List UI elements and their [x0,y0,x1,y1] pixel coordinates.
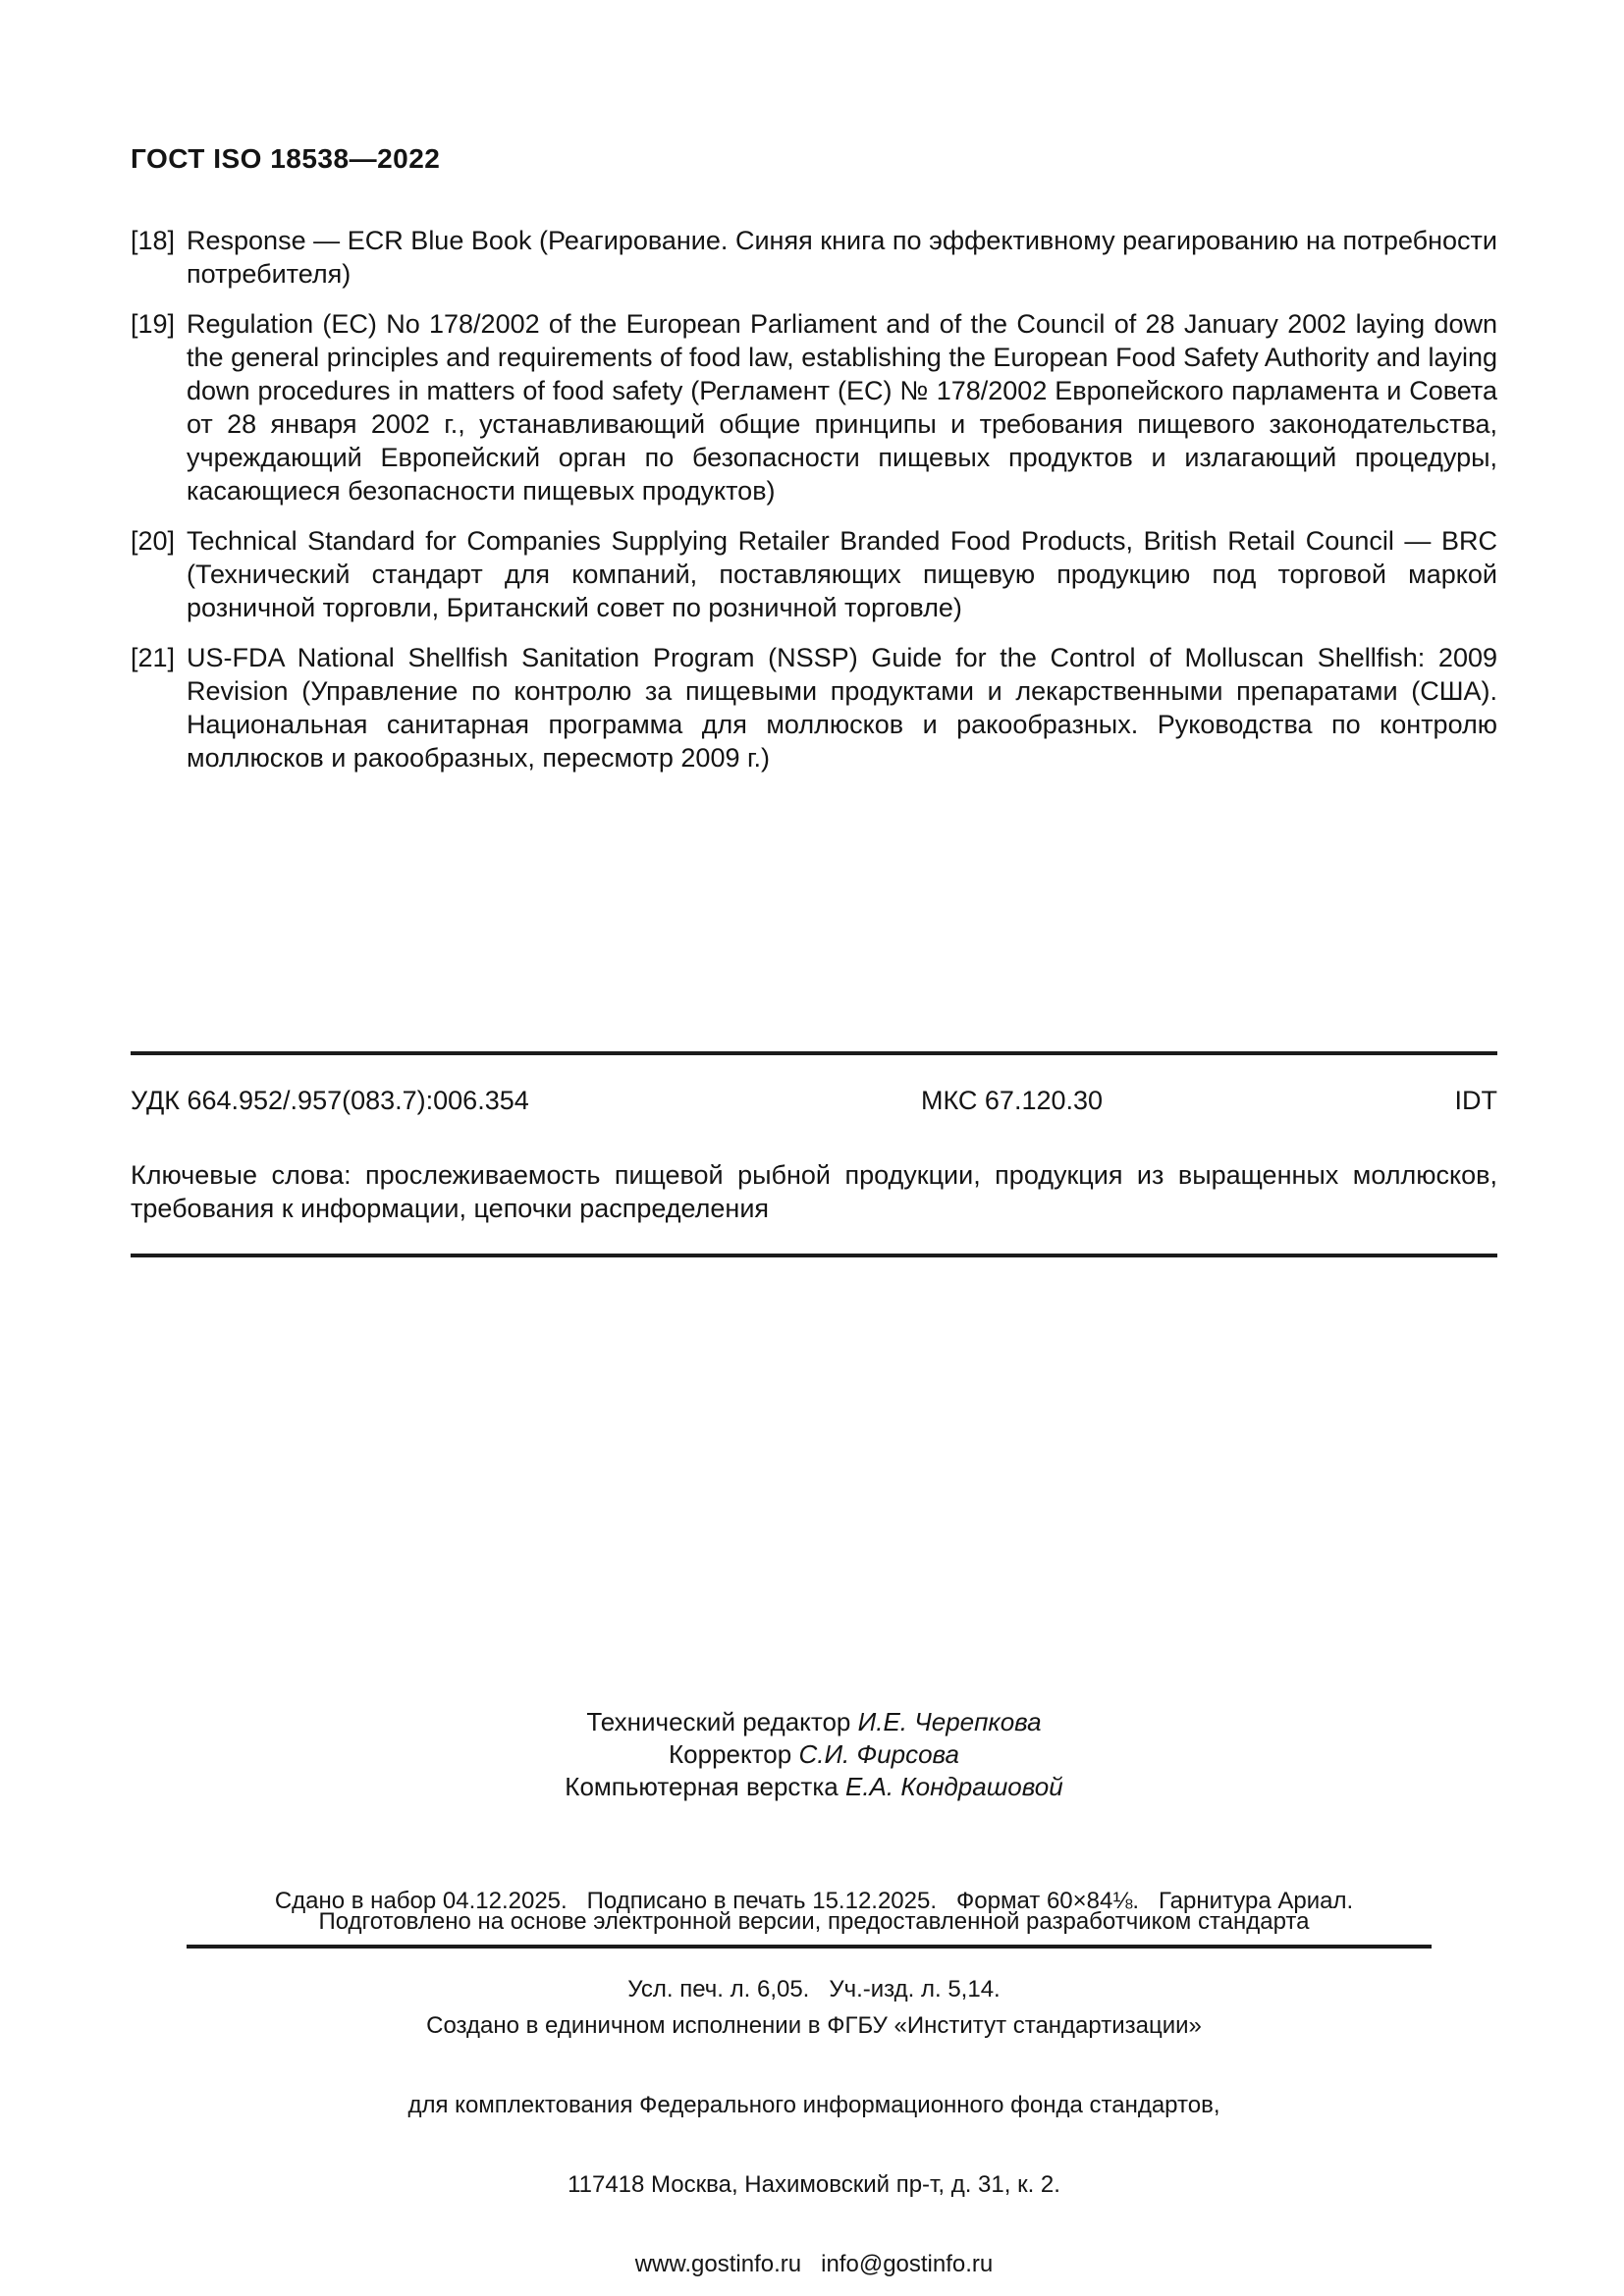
reference-text: Regulation (EC) No 178/2002 of the European Parliament and of the Council of 28 January 2002 laying down the general principles and requirements of food law, establishing the European Food Safety Authority and laying down procedures in matters of food safety (Регламент (ЕС) № 178/2002 Европейского парламента и Совета от 28 января 2002 г., устанавливающий общие принципы и требования пищевого законодательства, учреждающий Европейский орган по безопасности пищевых продуктов и излагающий процедуры, касающиеся безопасности пищевых продуктов) [187,309,1497,506]
reference-number: [18] [131,226,176,255]
bibliography-entry [131,524,1497,624]
publisher-website-line: www.gostinfo.ru info@gostinfo.ru [634,2251,994,2277]
reference-number: [19] [131,309,176,339]
bibliography-list [131,224,1497,791]
proofreader-line [131,1738,1497,1771]
print-details-line2: Усл. печ. л. 6,05. Уч.-изд. л. 5,14. [627,1976,1001,2002]
reference-text: Response — ECR Blue Book (Реагирование. Синяя книга по эффективному реагированию на потребности потребителя) [187,226,1497,289]
bibliography-entry [131,641,1497,774]
technical-editor-label: Технический редактор [586,1707,851,1736]
horizontal-divider [131,1051,1497,1055]
technical-editor-name: И.Е. Черепкова [857,1707,1042,1736]
reference-number: [21] [131,643,176,672]
horizontal-divider [187,1945,1432,1949]
technical-editor-line [131,1706,1497,1738]
document-code-header: ГОСТ ISO 18538—2022 [131,143,441,174]
reference-text: US-FDA National Shellfish Sanitation Program (NSSP) Guide for the Control of Molluscan Shellfish: 2009 Revision (Управление по контролю за пищевыми продуктами и лекарственными препаратами (США). Национальная санитарная программа для моллюсков и ракообразных. Руководства по контролю моллюсков и ракообразных, пересмотр 2009 г.) [187,643,1497,773]
layout-line [131,1771,1497,1803]
reference-text: Technical Standard for Companies Supplying Retailer Branded Food Products, British Retail Council — BRC (Технический стандарт для компаний, поставляющих пищевую продукцию под торговой маркой розничной торговли, Британский совет по розничной торговле) [187,526,1497,622]
layout-name: Е.А. Кондрашовой [844,1772,1063,1801]
publisher-block [131,1959,1497,2296]
publisher-line2: для комплектования Федерального информационного фонда стандартов, [407,2092,1220,2118]
colophon-staff-block [131,1706,1497,1803]
reference-number: [20] [131,526,176,556]
proofreader-label: Корректор [669,1739,792,1769]
udk-code: УДК 664.952/.957(083.7):006.354 [131,1086,529,1115]
publisher-line1: Создано в единичном исполнении в ФГБУ «Институт стандартизации» [426,2012,1202,2039]
proofreader-name: С.И. Фирсова [798,1739,959,1769]
mks-code: МКС 67.120.30 [921,1086,1104,1115]
bibliography-entry [131,307,1497,507]
layout-label: Компьютерная верстка [565,1772,839,1801]
horizontal-divider [131,1254,1497,1257]
publisher-line3: 117418 Москва, Нахимовский пр-т, д. 31, к. 2. [568,2171,1060,2198]
idt-mark: IDT [1454,1086,1497,1115]
prepared-note: Подготовлено на основе электронной версии, предоставленной разработчиком стандарта [318,1908,1310,1935]
keywords-paragraph: Ключевые слова: прослеживаемость пищевой рыбной продукции, продукция из выращенных моллюсков, требования к информации, цепочки распределения [131,1160,1497,1223]
bibliography-entry [131,224,1497,291]
print-details-line1: Сдано в набор 04.12.2025. Подписано в печать 15.12.2025. Формат 60×84⅛. Гарнитура Ариал. [274,1888,1354,1914]
